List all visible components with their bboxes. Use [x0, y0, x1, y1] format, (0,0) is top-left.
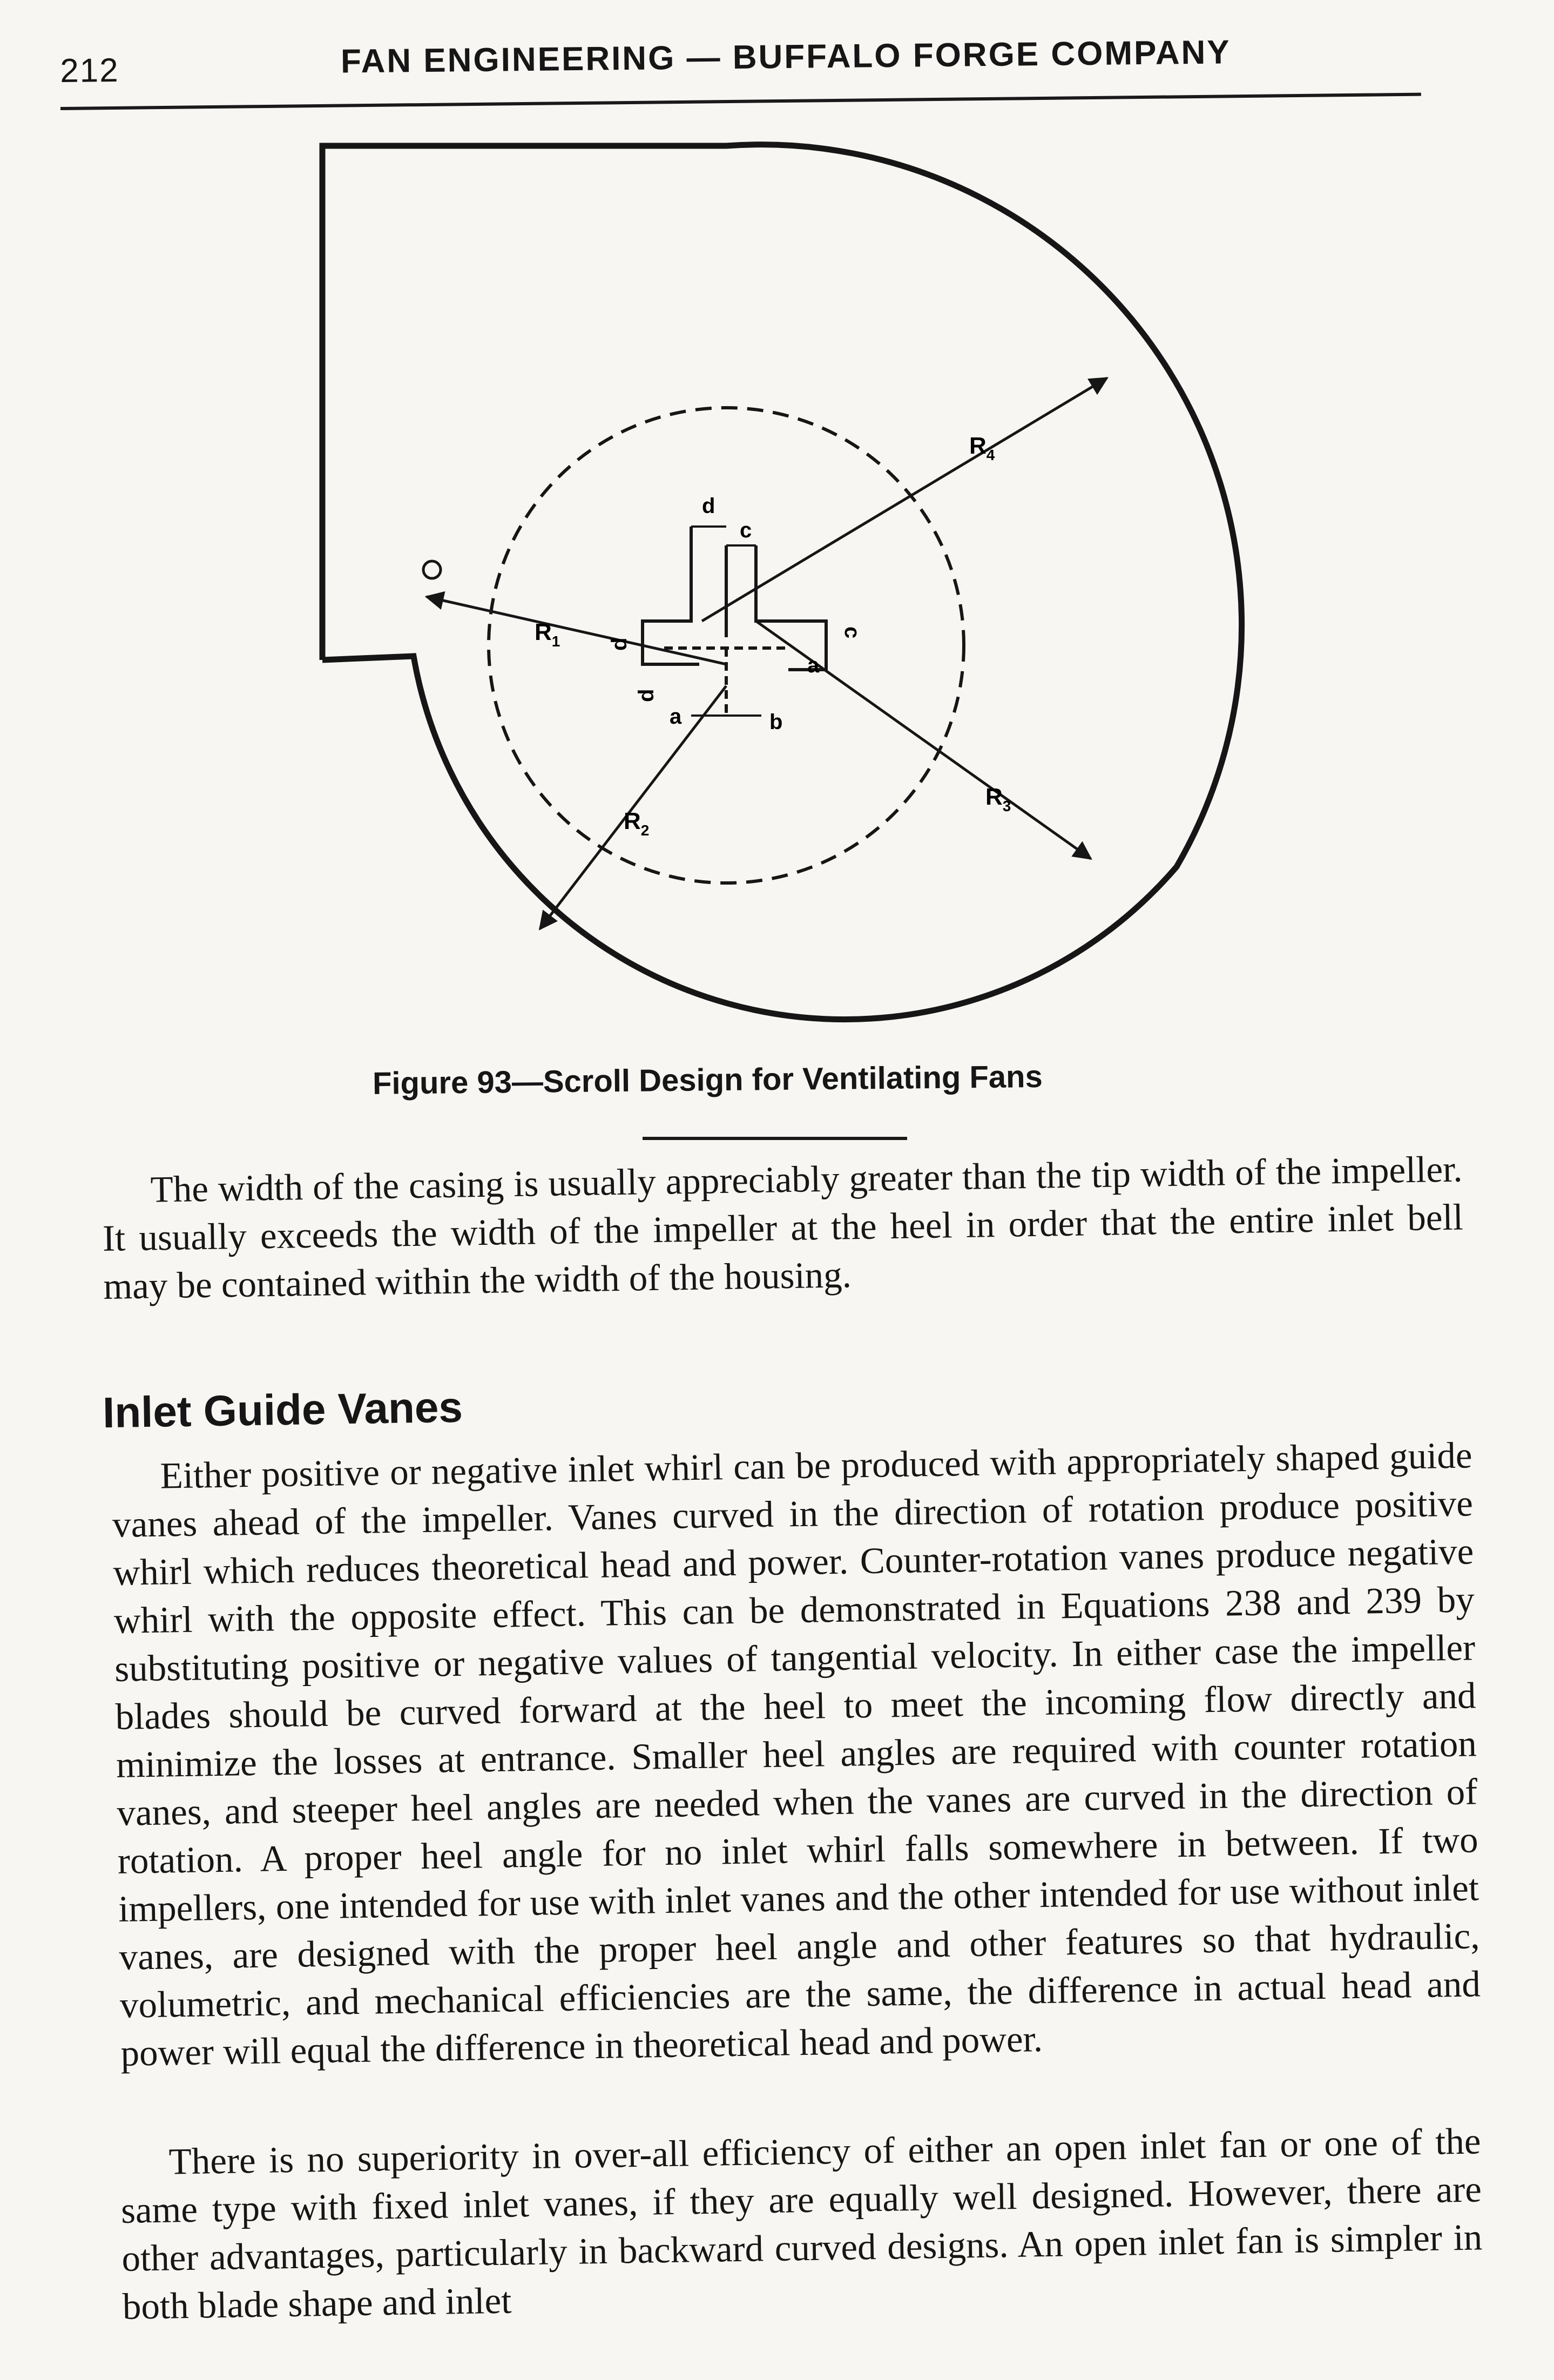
section-heading: Inlet Guide Vanes: [102, 1383, 463, 1437]
running-title: FAN ENGINEERING — BUFFALO FORGE COMPANY: [340, 33, 1232, 80]
label-r2: $R_2$: [624, 808, 650, 839]
r4-line: [702, 378, 1107, 621]
figure-caption: Figure 93—Scroll Design for Ventilating Fans: [372, 1058, 1043, 1101]
label-b-bottom: b: [769, 710, 783, 734]
r1-line: [427, 597, 726, 664]
body-paragraph-1: [102, 1145, 1464, 1311]
label-r4: $R_4$: [969, 433, 995, 463]
label-d-top: d: [702, 494, 715, 518]
casing-outline: [322, 145, 1242, 1020]
label-c-right: c: [840, 626, 864, 639]
paragraph-text: The width of the casing is usually appreciably greater than the tip width of the impeller. It usually exceeds the width of the impeller at the heel in order that the entire inlet bell may be contained within the width of the housing.: [102, 1148, 1464, 1307]
body-paragraph-2: [111, 1431, 1482, 2077]
caption-rule: [643, 1137, 907, 1140]
label-c-top: c: [740, 518, 752, 542]
cutoff-circle: [423, 561, 441, 578]
label-r3: $R_3$: [985, 784, 1011, 814]
scroll-design-figure: [302, 130, 1253, 1048]
page-header: [59, 12, 1421, 110]
label-r1: $R_1$: [535, 619, 560, 650]
label-d-bottom: d: [634, 689, 658, 702]
label-d-left: d: [607, 637, 631, 651]
r2-line: [540, 686, 726, 929]
center-construction: [643, 527, 826, 718]
scroll-diagram: [302, 130, 1253, 1048]
paragraph-text: There is no superiority in over-all efficiency of either an open inlet fan or one of the same type with fixed inlet vanes, if they are equally well designed. However, there are other advantages, particularly in backward curved designs. An open inlet fan is simpler in both blade shape and inlet: [120, 2120, 1483, 2327]
label-a-bottom: a: [670, 705, 682, 729]
r3-line: [756, 621, 1091, 859]
body-paragraph-3: [120, 2117, 1483, 2331]
label-a-right: a: [807, 653, 820, 677]
paragraph-text: Either positive or negative inlet whirl can be produced with appropriately shaped guide vanes ahead of the impeller. Vanes curved in the direction of rotation produce positive whirl which reduces theoretical head and power. Counter-rotation vanes produce negative whirl with the opposite effect. This can be demonstrated in Equations 238 and 239 by substituting positive or negative values of tangential velocity. In either case the impeller blades should be curved forward at the heel to meet the incoming flow directly and minimize the losses at entrance. Smaller heel angles are required with counter rotation vanes, and steeper heel angles are needed when the vanes are curved in the direction of rotation. A proper heel angle for no inlet whirl falls somewhere in between. If two impellers, one intended for use with inlet vanes and the other intended for use without inlet vanes, are designed with the proper heel angle and other features so that hydraulic, volumetric, and mechanical efficiencies are the same, the difference in actual head and power will equal the difference in theoretical head and power.: [112, 1434, 1481, 2074]
page-number: 212: [59, 51, 120, 90]
